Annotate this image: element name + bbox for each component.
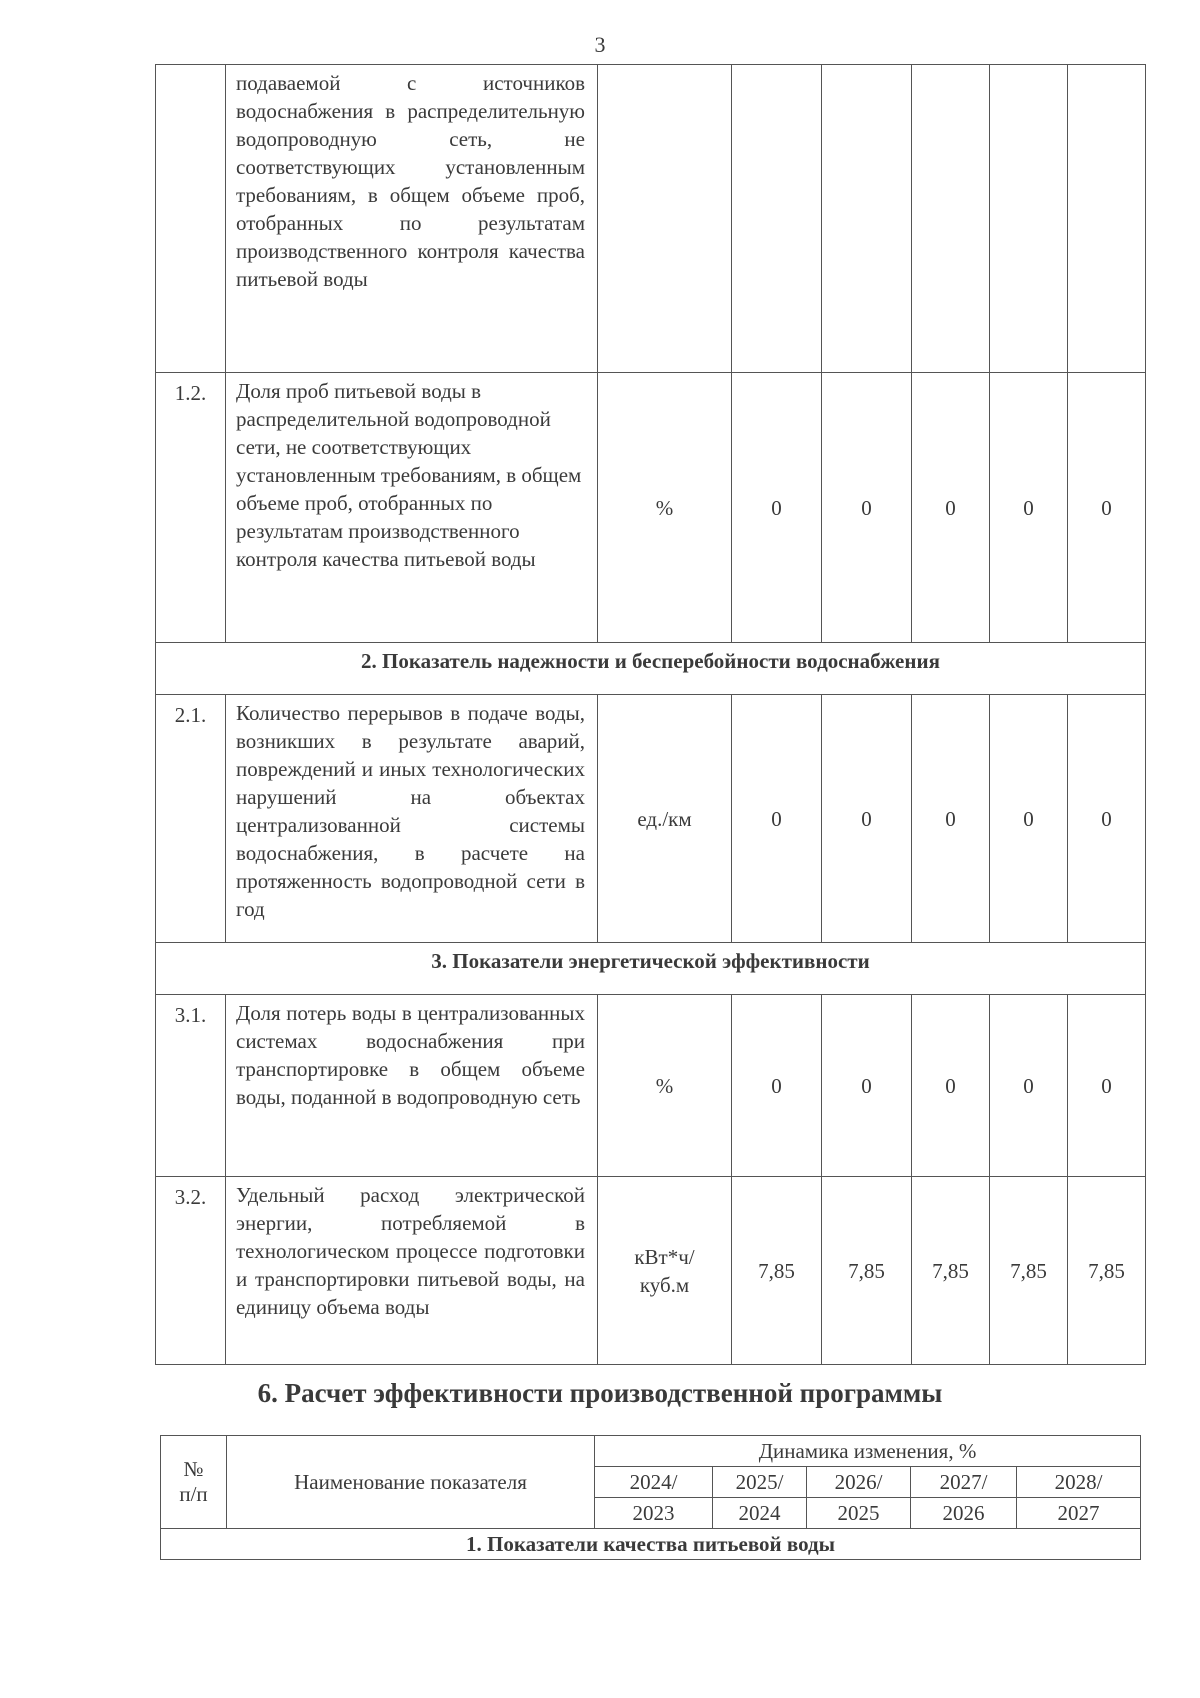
- unit-cell: ед./км: [598, 695, 732, 943]
- section-heading: 1. Показатели качества питьевой воды: [161, 1529, 1141, 1560]
- unit-line: куб.м: [639, 1272, 690, 1297]
- value-cell: 0: [990, 695, 1068, 943]
- year-top: 2028/: [1017, 1467, 1141, 1498]
- value-cell: 0: [732, 373, 822, 643]
- header-row: [161, 1436, 1141, 1467]
- value-cell: [732, 65, 822, 373]
- section-row: [156, 643, 1146, 695]
- num-header-line: №: [183, 1457, 204, 1481]
- year-bottom: 2025: [807, 1498, 911, 1529]
- table-row: [156, 995, 1146, 1177]
- section-heading: 2. Показатель надежности и бесперебойности водоснабжения: [156, 643, 1146, 695]
- row-number: 2.1.: [156, 695, 226, 943]
- table-row: [156, 65, 1146, 373]
- num-header-line: п/п: [179, 1482, 208, 1506]
- indicator-name: Доля потерь воды в централизованных системах водоснабжения при транспортировке в общем объеме воды, поданной в водопроводную сеть: [226, 995, 598, 1177]
- value-cell: 0: [822, 995, 912, 1177]
- row-number: 3.2.: [156, 1177, 226, 1365]
- indicator-name: подаваемой с источников водоснабжения в распределительную водопроводную сеть, не соответствующих установленным требованиям, в общем объеме проб, отобранных по результатам производственного контроля качества питьевой воды: [226, 65, 598, 373]
- unit-cell: [598, 1177, 732, 1365]
- value-cell: 0: [990, 995, 1068, 1177]
- value-cell: [912, 65, 990, 373]
- table-row: [156, 373, 1146, 643]
- value-cell: 0: [822, 373, 912, 643]
- value-cell: 0: [1068, 995, 1146, 1177]
- value-cell: 0: [912, 695, 990, 943]
- value-cell: [990, 65, 1068, 373]
- value-cell: 0: [822, 695, 912, 943]
- indicator-name: Количество перерывов в подаче воды, возникших в результате аварий, повреждений и иных технологических нарушений на объектах централизованной системы водоснабжения, в расчете на протяженность водопроводной сети в год: [226, 695, 598, 943]
- year-bottom: 2024: [713, 1498, 807, 1529]
- efficiency-table: [160, 1435, 1141, 1560]
- section-row: [156, 943, 1146, 995]
- value-cell: 7,85: [822, 1177, 912, 1365]
- table-row: [156, 695, 1146, 943]
- unit-cell: %: [598, 373, 732, 643]
- value-cell: 0: [732, 995, 822, 1177]
- unit-cell: %: [598, 995, 732, 1177]
- value-cell: 7,85: [912, 1177, 990, 1365]
- row-number: [156, 65, 226, 373]
- indicator-name: Удельный расход электрической энергии, потребляемой в технологическом процессе подготовки и транспортировки питьевой воды, на единицу объема воды: [226, 1177, 598, 1365]
- value-cell: 7,85: [990, 1177, 1068, 1365]
- table-row: [156, 1177, 1146, 1365]
- row-number: 3.1.: [156, 995, 226, 1177]
- indicator-name: Доля проб питьевой воды в распределительной водопроводной сети, не соответствующих установленным требованиям, в общем объеме проб, отобранных по результатам производственного контроля качества питьевой воды: [226, 373, 598, 643]
- year-top: 2024/: [595, 1467, 713, 1498]
- value-cell: 0: [990, 373, 1068, 643]
- unit-cell: [598, 65, 732, 373]
- value-cell: [822, 65, 912, 373]
- section-row: [161, 1529, 1141, 1560]
- indicators-table: [155, 64, 1146, 1365]
- value-cell: 0: [732, 695, 822, 943]
- year-top: 2027/: [911, 1467, 1017, 1498]
- year-top: 2026/: [807, 1467, 911, 1498]
- year-bottom: 2026: [911, 1498, 1017, 1529]
- value-cell: 0: [912, 373, 990, 643]
- num-header: [161, 1436, 227, 1529]
- value-cell: 0: [912, 995, 990, 1177]
- unit-line: кВт*ч/: [634, 1244, 695, 1269]
- dynamics-header: Динамика изменения, %: [595, 1436, 1141, 1467]
- page-number: 3: [594, 32, 606, 57]
- value-cell: 7,85: [732, 1177, 822, 1365]
- value-cell: 0: [1068, 373, 1146, 643]
- year-top: 2025/: [713, 1467, 807, 1498]
- value-cell: 7,85: [1068, 1177, 1146, 1365]
- year-bottom: 2023: [595, 1498, 713, 1529]
- name-header: Наименование показателя: [227, 1436, 595, 1529]
- section-heading: 3. Показатели энергетической эффективности: [156, 943, 1146, 995]
- year-bottom: 2027: [1017, 1498, 1141, 1529]
- value-cell: 0: [1068, 695, 1146, 943]
- section-title: 6. Расчет эффективности производственной программы: [257, 1378, 943, 1408]
- row-number: 1.2.: [156, 373, 226, 643]
- value-cell: [1068, 65, 1146, 373]
